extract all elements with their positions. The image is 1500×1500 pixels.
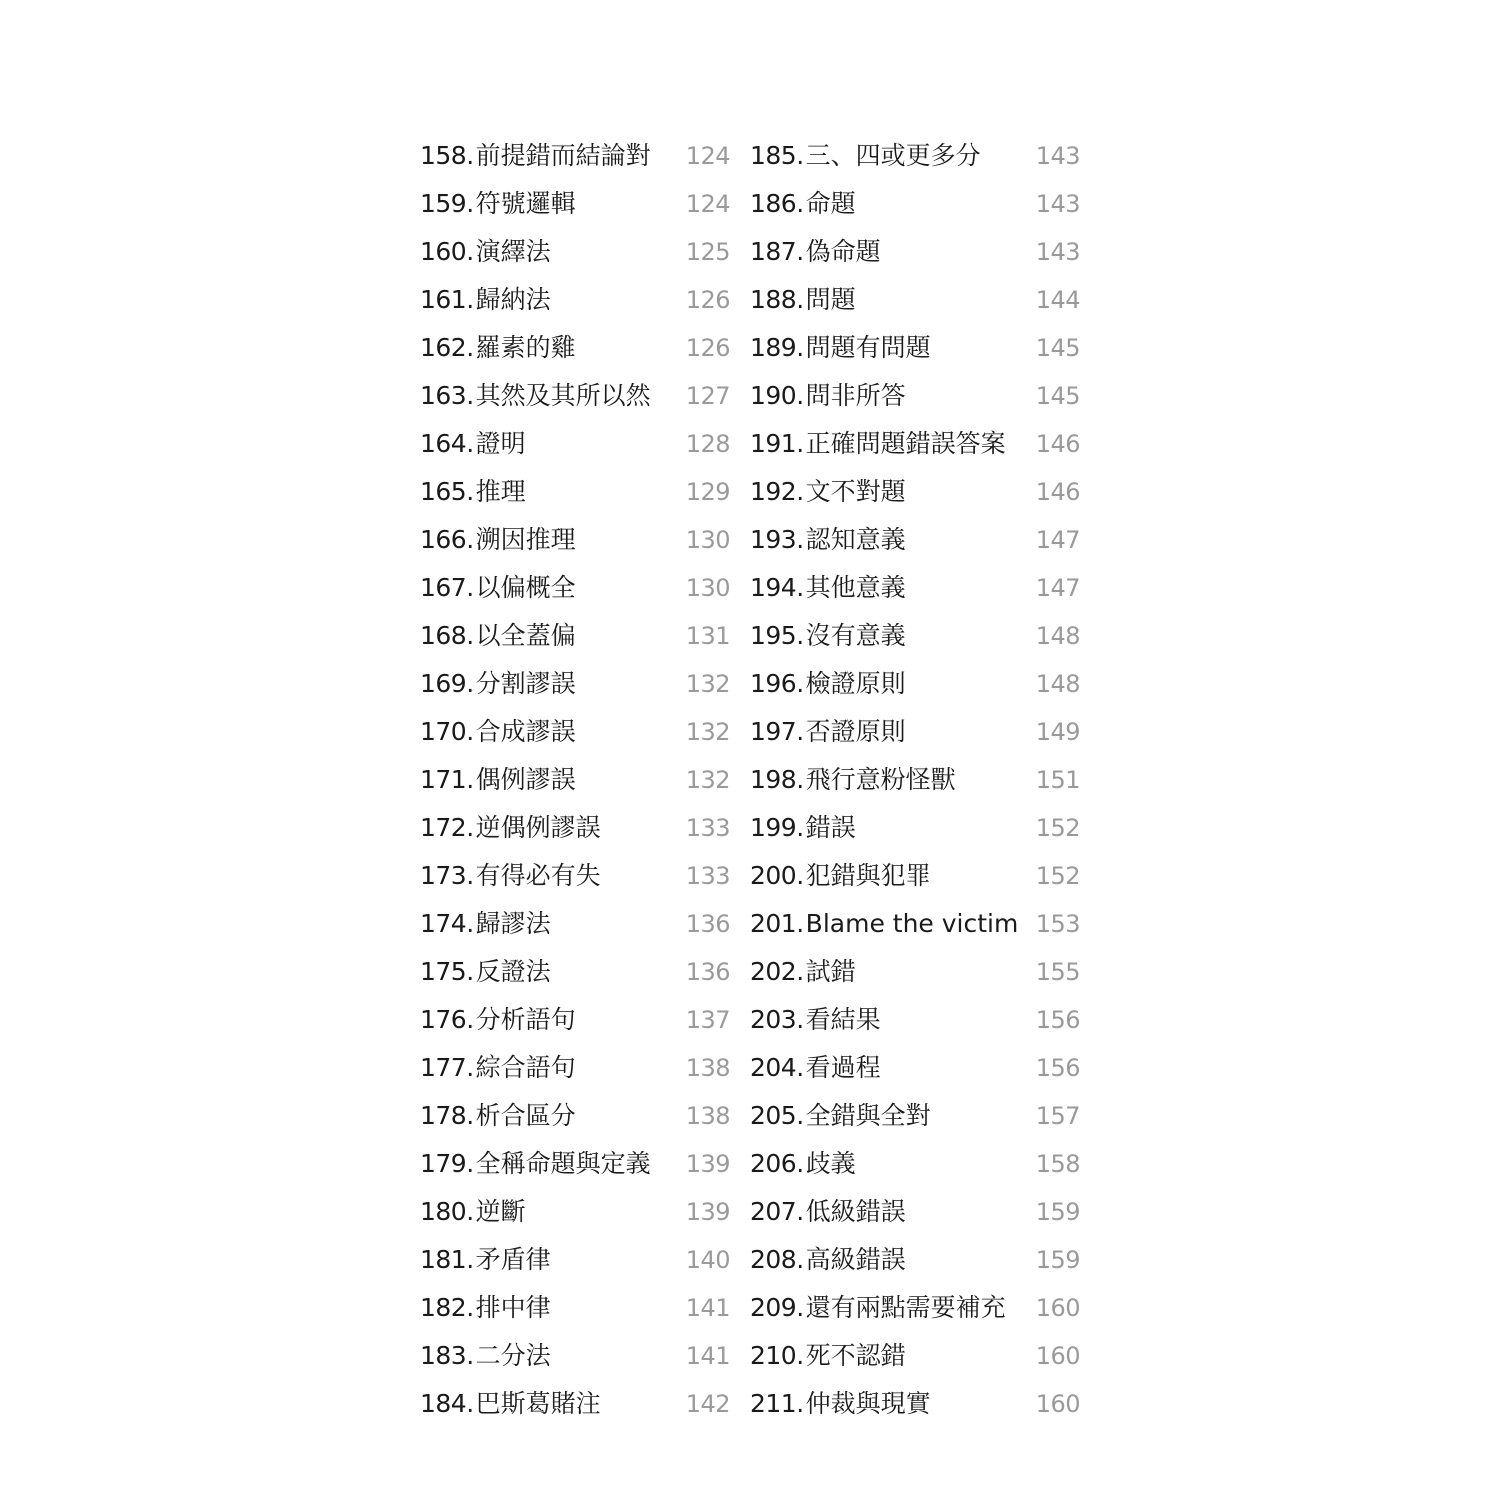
entry-number: 189.: [750, 333, 804, 362]
toc-entry[interactable]: [750, 564, 1080, 612]
entry-page-number: 152: [1035, 862, 1080, 890]
toc-entry[interactable]: [750, 1044, 1080, 1092]
entry-title: 檢證原則: [805, 669, 906, 698]
entry-number: 178.: [420, 1101, 474, 1130]
entry-title: 逆斷: [475, 1197, 526, 1226]
entry-page-number: 156: [1035, 1006, 1080, 1034]
entry-number: 159.: [420, 189, 474, 218]
entry-number: 179.: [420, 1149, 474, 1178]
toc-entry[interactable]: [750, 180, 1080, 228]
entry-number: 200.: [750, 861, 804, 890]
toc-entry[interactable]: [750, 276, 1080, 324]
toc-entry[interactable]: [750, 1380, 1080, 1428]
toc-entry[interactable]: [420, 1044, 730, 1092]
entry-number: 170.: [420, 717, 474, 746]
entry-title: 偽命題: [805, 237, 881, 266]
entry-page-number: 142: [685, 1390, 730, 1418]
entry-title: 錯誤: [805, 813, 856, 842]
toc-entry[interactable]: [750, 612, 1080, 660]
entry-page-number: 126: [685, 334, 730, 362]
toc-entry[interactable]: [750, 804, 1080, 852]
entry-number: 165.: [420, 477, 474, 506]
entry-page-number: 127: [685, 382, 730, 410]
entry-title: 低級錯誤: [805, 1197, 906, 1226]
entry-page-number: 138: [685, 1054, 730, 1082]
entry-title: 問題: [805, 285, 856, 314]
entry-page-number: 141: [685, 1294, 730, 1322]
toc-entry[interactable]: [750, 1140, 1080, 1188]
entry-page-number: 156: [1035, 1054, 1080, 1082]
entry-title: 巴斯葛賭注: [475, 1389, 601, 1418]
entry-number: 192.: [750, 477, 804, 506]
entry-title: 綜合語句: [475, 1053, 576, 1082]
toc-entry[interactable]: [750, 1236, 1080, 1284]
entry-title: 逆偶例謬誤: [475, 813, 601, 842]
entry-number: 168.: [420, 621, 474, 650]
toc-entry[interactable]: [420, 276, 730, 324]
toc-entry[interactable]: [750, 1332, 1080, 1380]
entry-page-number: 129: [685, 478, 730, 506]
toc-entry[interactable]: [750, 228, 1080, 276]
entry-title: 符號邏輯: [475, 189, 576, 218]
entry-page-number: 145: [1035, 334, 1080, 362]
entry-page-number: 141: [685, 1342, 730, 1370]
entry-page-number: 133: [685, 862, 730, 890]
entry-page-number: 125: [685, 238, 730, 266]
entry-page-number: 144: [1035, 286, 1080, 314]
entry-title: 有得必有失: [475, 861, 601, 890]
toc-entry[interactable]: [750, 852, 1080, 900]
toc-entry[interactable]: [750, 756, 1080, 804]
entry-number: 208.: [750, 1245, 804, 1274]
toc-entry[interactable]: [420, 756, 730, 804]
toc-entry[interactable]: [750, 372, 1080, 420]
entry-page-number: 132: [685, 718, 730, 746]
entry-number: 206.: [750, 1149, 804, 1178]
entry-page-number: 132: [685, 670, 730, 698]
entry-page-number: 138: [685, 1102, 730, 1130]
entry-number: 180.: [420, 1197, 474, 1226]
entry-number: 202.: [750, 957, 804, 986]
entry-number: 171.: [420, 765, 474, 794]
entry-title: 分割謬誤: [475, 669, 576, 698]
entry-number: 207.: [750, 1197, 804, 1226]
entry-number: 205.: [750, 1101, 804, 1130]
entry-title: 偶例謬誤: [475, 765, 576, 794]
entry-number: 167.: [420, 573, 474, 602]
entry-page-number: 160: [1035, 1390, 1080, 1418]
entry-page-number: 152: [1035, 814, 1080, 842]
entry-title: 問題有問題: [805, 333, 931, 362]
toc-entry[interactable]: [420, 1092, 730, 1140]
entry-page-number: 157: [1035, 1102, 1080, 1130]
entry-page-number: 140: [685, 1246, 730, 1274]
entry-page-number: 143: [1035, 238, 1080, 266]
entry-page-number: 147: [1035, 526, 1080, 554]
entry-title: 歸謬法: [475, 909, 551, 938]
entry-page-number: 155: [1035, 958, 1080, 986]
entry-number: 162.: [420, 333, 474, 362]
entry-title: 文不對題: [805, 477, 906, 506]
toc-entry[interactable]: [420, 1332, 730, 1380]
entry-page-number: 153: [1035, 910, 1080, 938]
toc-entry[interactable]: [750, 468, 1080, 516]
toc-entry[interactable]: [750, 1284, 1080, 1332]
entry-title: 二分法: [475, 1341, 551, 1370]
entry-page-number: 130: [685, 526, 730, 554]
entry-number: 188.: [750, 285, 804, 314]
entry-page-number: 133: [685, 814, 730, 842]
toc-entry[interactable]: [420, 324, 730, 372]
toc-entry[interactable]: [420, 372, 730, 420]
toc-entry[interactable]: [420, 132, 730, 180]
entry-number: 182.: [420, 1293, 474, 1322]
entry-number: 204.: [750, 1053, 804, 1082]
toc-entry[interactable]: [420, 564, 730, 612]
toc-entry[interactable]: [420, 516, 730, 564]
entry-page-number: 148: [1035, 622, 1080, 650]
entry-title: 合成謬誤: [475, 717, 576, 746]
entry-page-number: 131: [685, 622, 730, 650]
toc-entry[interactable]: [750, 996, 1080, 1044]
entry-number: 164.: [420, 429, 474, 458]
entry-number: 158.: [420, 141, 474, 170]
entry-title: 三、四或更多分: [805, 141, 981, 170]
entry-title: 溯因推理: [475, 525, 576, 554]
entry-title: 推理: [475, 477, 526, 506]
toc-entry[interactable]: [750, 900, 1080, 948]
entry-page-number: 128: [685, 430, 730, 458]
toc-entry[interactable]: [420, 1188, 730, 1236]
entry-title: 歧義: [805, 1149, 856, 1178]
entry-number: 187.: [750, 237, 804, 266]
entry-title: 前提錯而結論對: [475, 141, 651, 170]
entry-title: 以全蓋偏: [475, 621, 576, 650]
entry-title: 演繹法: [475, 237, 551, 266]
entry-title: 反證法: [475, 957, 551, 986]
entry-title: 還有兩點需要補充: [805, 1293, 1006, 1322]
entry-number: 166.: [420, 525, 474, 554]
entry-title: 矛盾律: [475, 1245, 551, 1274]
toc-entry[interactable]: [420, 1284, 730, 1332]
entry-title: Blame the victim: [805, 909, 1019, 938]
entry-number: 194.: [750, 573, 804, 602]
entry-title: 問非所答: [805, 381, 906, 410]
entry-page-number: 159: [1035, 1198, 1080, 1226]
toc-entry[interactable]: [420, 420, 730, 468]
entry-number: 197.: [750, 717, 804, 746]
toc-entry[interactable]: [420, 180, 730, 228]
entry-page-number: 146: [1035, 478, 1080, 506]
entry-title: 死不認錯: [805, 1341, 906, 1370]
entry-number: 163.: [420, 381, 474, 410]
entry-title: 證明: [475, 429, 526, 458]
entry-page-number: 151: [1035, 766, 1080, 794]
toc-entry[interactable]: [420, 996, 730, 1044]
entry-number: 193.: [750, 525, 804, 554]
entry-title: 看過程: [805, 1053, 881, 1082]
entry-number: 185.: [750, 141, 804, 170]
entry-title: 全錯與全對: [805, 1101, 931, 1130]
entry-title: 羅素的雞: [475, 333, 576, 362]
entry-number: 174.: [420, 909, 474, 938]
entry-number: 195.: [750, 621, 804, 650]
toc-left-column: [420, 132, 730, 1428]
entry-page-number: 143: [1035, 142, 1080, 170]
entry-title: 其他意義: [805, 573, 906, 602]
toc-entry[interactable]: [750, 132, 1080, 180]
entry-title: 犯錯與犯罪: [805, 861, 931, 890]
entry-page-number: 136: [685, 958, 730, 986]
entry-number: 199.: [750, 813, 804, 842]
entry-title: 析合區分: [475, 1101, 576, 1130]
toc-entry[interactable]: [420, 708, 730, 756]
entry-page-number: 136: [685, 910, 730, 938]
entry-title: 看結果: [805, 1005, 881, 1034]
entry-title: 歸納法: [475, 285, 551, 314]
entry-page-number: 124: [685, 190, 730, 218]
entry-number: 191.: [750, 429, 804, 458]
toc-entry[interactable]: [420, 660, 730, 708]
entry-number: 198.: [750, 765, 804, 794]
toc-entry[interactable]: [750, 324, 1080, 372]
entry-page-number: 147: [1035, 574, 1080, 602]
entry-page-number: 148: [1035, 670, 1080, 698]
entry-title: 沒有意義: [805, 621, 906, 650]
toc-entry[interactable]: [750, 708, 1080, 756]
entry-number: 160.: [420, 237, 474, 266]
entry-number: 173.: [420, 861, 474, 890]
entry-page-number: 139: [685, 1150, 730, 1178]
entry-page-number: 160: [1035, 1342, 1080, 1370]
toc-entry[interactable]: [420, 852, 730, 900]
entry-title: 否證原則: [805, 717, 906, 746]
entry-title: 仲裁與現實: [805, 1389, 931, 1418]
entry-page-number: 139: [685, 1198, 730, 1226]
entry-title: 全稱命題與定義: [475, 1149, 651, 1178]
entry-number: 169.: [420, 669, 474, 698]
toc-entry[interactable]: [420, 948, 730, 996]
entry-page-number: 146: [1035, 430, 1080, 458]
entry-number: 201.: [750, 909, 804, 938]
toc-entry[interactable]: [750, 1092, 1080, 1140]
toc-entry[interactable]: [750, 420, 1080, 468]
entry-page-number: 130: [685, 574, 730, 602]
entry-page-number: 137: [685, 1006, 730, 1034]
toc-entry[interactable]: [750, 1188, 1080, 1236]
entry-title: 認知意義: [805, 525, 906, 554]
entry-title: 飛行意粉怪獸: [805, 765, 956, 794]
entry-page-number: 160: [1035, 1294, 1080, 1322]
entry-page-number: 132: [685, 766, 730, 794]
entry-page-number: 126: [685, 286, 730, 314]
entry-number: 183.: [420, 1341, 474, 1370]
entry-title: 命題: [805, 189, 856, 218]
toc-entry[interactable]: [420, 1236, 730, 1284]
entry-page-number: 145: [1035, 382, 1080, 410]
entry-number: 175.: [420, 957, 474, 986]
entry-title: 高級錯誤: [805, 1245, 906, 1274]
entry-page-number: 159: [1035, 1246, 1080, 1274]
toc-entry[interactable]: [420, 612, 730, 660]
toc-entry[interactable]: [750, 516, 1080, 564]
table-of-contents: [420, 132, 1090, 1428]
entry-number: 181.: [420, 1245, 474, 1274]
entry-number: 176.: [420, 1005, 474, 1034]
entry-title: 排中律: [475, 1293, 551, 1322]
entry-title: 其然及其所以然: [475, 381, 651, 410]
entry-number: 196.: [750, 669, 804, 698]
entry-number: 184.: [420, 1389, 474, 1418]
toc-entry[interactable]: [420, 468, 730, 516]
toc-entry[interactable]: [750, 948, 1080, 996]
entry-number: 209.: [750, 1293, 804, 1322]
entry-number: 161.: [420, 285, 474, 314]
entry-title: 分析語句: [475, 1005, 576, 1034]
entry-title: 試錯: [805, 957, 856, 986]
entry-page-number: 143: [1035, 190, 1080, 218]
entry-title: 以偏概全: [475, 573, 576, 602]
entry-number: 177.: [420, 1053, 474, 1082]
entry-page-number: 158: [1035, 1150, 1080, 1178]
entry-number: 186.: [750, 189, 804, 218]
toc-entry[interactable]: [420, 1380, 730, 1428]
entry-page-number: 124: [685, 142, 730, 170]
toc-entry[interactable]: [420, 228, 730, 276]
entry-number: 190.: [750, 381, 804, 410]
entry-number: 203.: [750, 1005, 804, 1034]
entry-page-number: 149: [1035, 718, 1080, 746]
toc-right-column: [750, 132, 1080, 1428]
entry-title: 正確問題錯誤答案: [805, 429, 1006, 458]
toc-entry[interactable]: [420, 804, 730, 852]
toc-entry[interactable]: [420, 900, 730, 948]
entry-number: 211.: [750, 1389, 804, 1418]
toc-entry[interactable]: [420, 1140, 730, 1188]
toc-entry[interactable]: [750, 660, 1080, 708]
entry-number: 210.: [750, 1341, 804, 1370]
entry-number: 172.: [420, 813, 474, 842]
